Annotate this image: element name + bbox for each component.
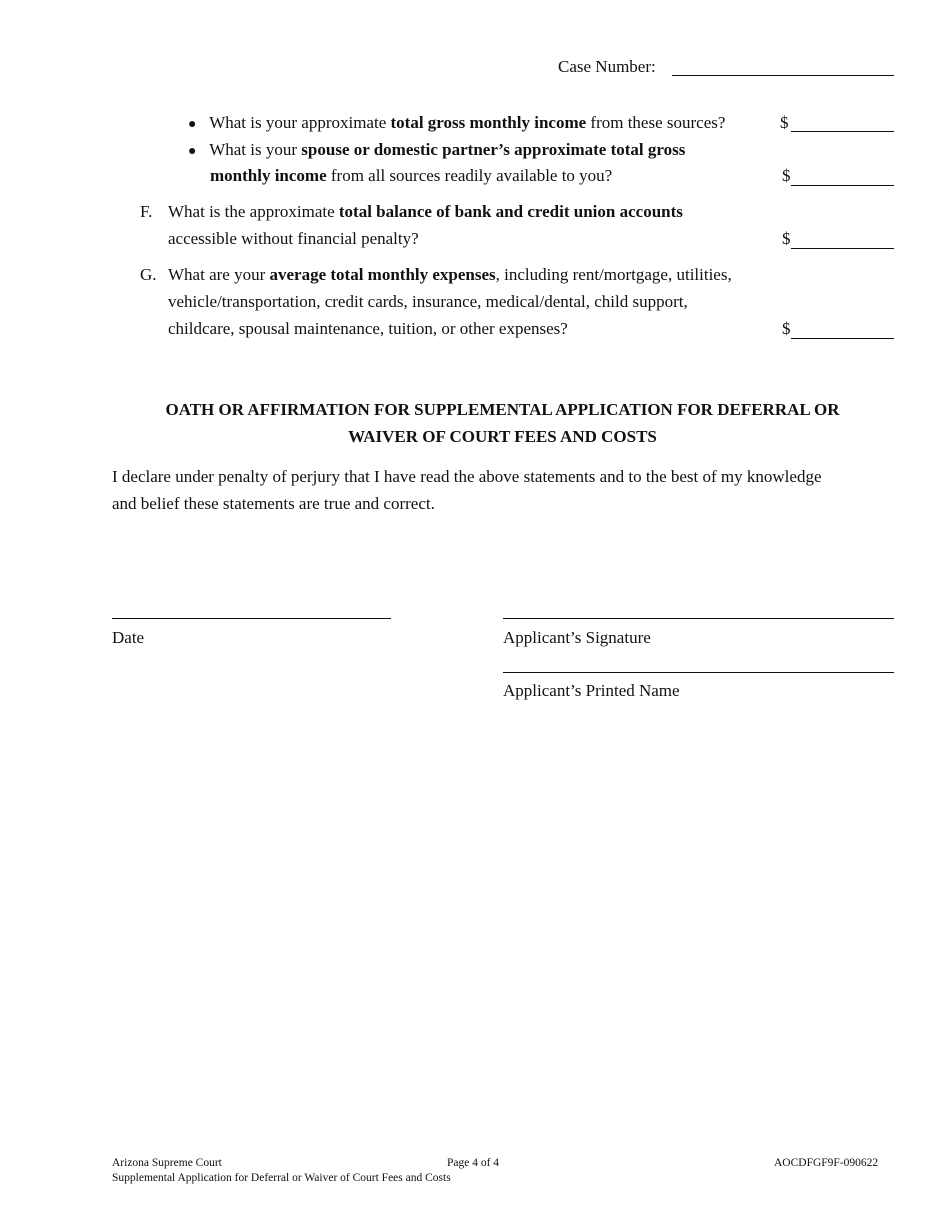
footer-form-code: AOCDFGF9F-090622 <box>774 1157 879 1169</box>
item-g-question: What are your average total monthly expenses, including rent/mortgage, utilities, <box>168 265 732 284</box>
income-1-currency: $ <box>780 113 789 132</box>
item-g-amount-field[interactable] <box>791 320 894 339</box>
item-f-letter: F. <box>140 202 153 221</box>
applicant-signature-line[interactable] <box>503 598 894 619</box>
applicant-printed-name-label: Applicant’s Printed Name <box>503 681 680 700</box>
item-f-currency: $ <box>782 229 791 248</box>
applicant-signature-label: Applicant’s Signature <box>503 628 651 647</box>
income-2-currency: $ <box>782 166 791 185</box>
item-f-question-line2: accessible without financial penalty? <box>168 229 419 248</box>
bullet: ● <box>188 117 197 132</box>
item-g-letter: G. <box>140 265 157 284</box>
footer-page-number: Page 4 of 4 <box>447 1157 500 1169</box>
bullet: ● <box>188 144 197 159</box>
income-question-2: ● What is your spouse or domestic partner’s approximate total gross <box>188 140 686 159</box>
case-number-field[interactable] <box>672 56 894 76</box>
item-f-question: What is the approximate total balance of bank and credit union accounts <box>168 202 683 221</box>
oath-statement-line2: and belief these statements are true and correct. <box>112 494 435 513</box>
oath-statement-line1: I declare under penalty of perjury that I have read the above statements and to the best of my knowledge <box>112 467 822 486</box>
oath-heading-line1: OATH OR AFFIRMATION FOR SUPPLEMENTAL APPLICATION FOR DEFERRAL OR <box>165 400 840 419</box>
item-g-question-line2: vehicle/transportation, credit cards, insurance, medical/dental, child support, <box>168 292 688 311</box>
income-question-1: ● What is your approximate total gross monthly income from these sources? <box>188 113 726 132</box>
case-number-label: Case Number: <box>558 57 656 76</box>
item-g-question-line3: childcare, spousal maintenance, tuition, or other expenses? <box>168 319 568 338</box>
income-1-amount-field[interactable] <box>791 113 894 132</box>
oath-heading-line2: WAIVER OF COURT FEES AND COSTS <box>348 427 657 446</box>
income-question-2-line2: monthly income from all sources readily available to you? <box>210 166 613 185</box>
date-signature-line[interactable] <box>112 598 391 619</box>
footer-form-title: Supplemental Application for Deferral or Waiver of Court Fees and Costs <box>112 1172 451 1184</box>
footer-court: Arizona Supreme Court <box>112 1157 222 1169</box>
oath-heading <box>100 396 905 450</box>
item-f-amount-field[interactable] <box>791 230 894 249</box>
date-label: Date <box>112 628 145 647</box>
income-2-amount-field[interactable] <box>791 167 894 186</box>
item-g-currency: $ <box>782 319 791 338</box>
applicant-printed-name-line[interactable] <box>503 652 894 673</box>
